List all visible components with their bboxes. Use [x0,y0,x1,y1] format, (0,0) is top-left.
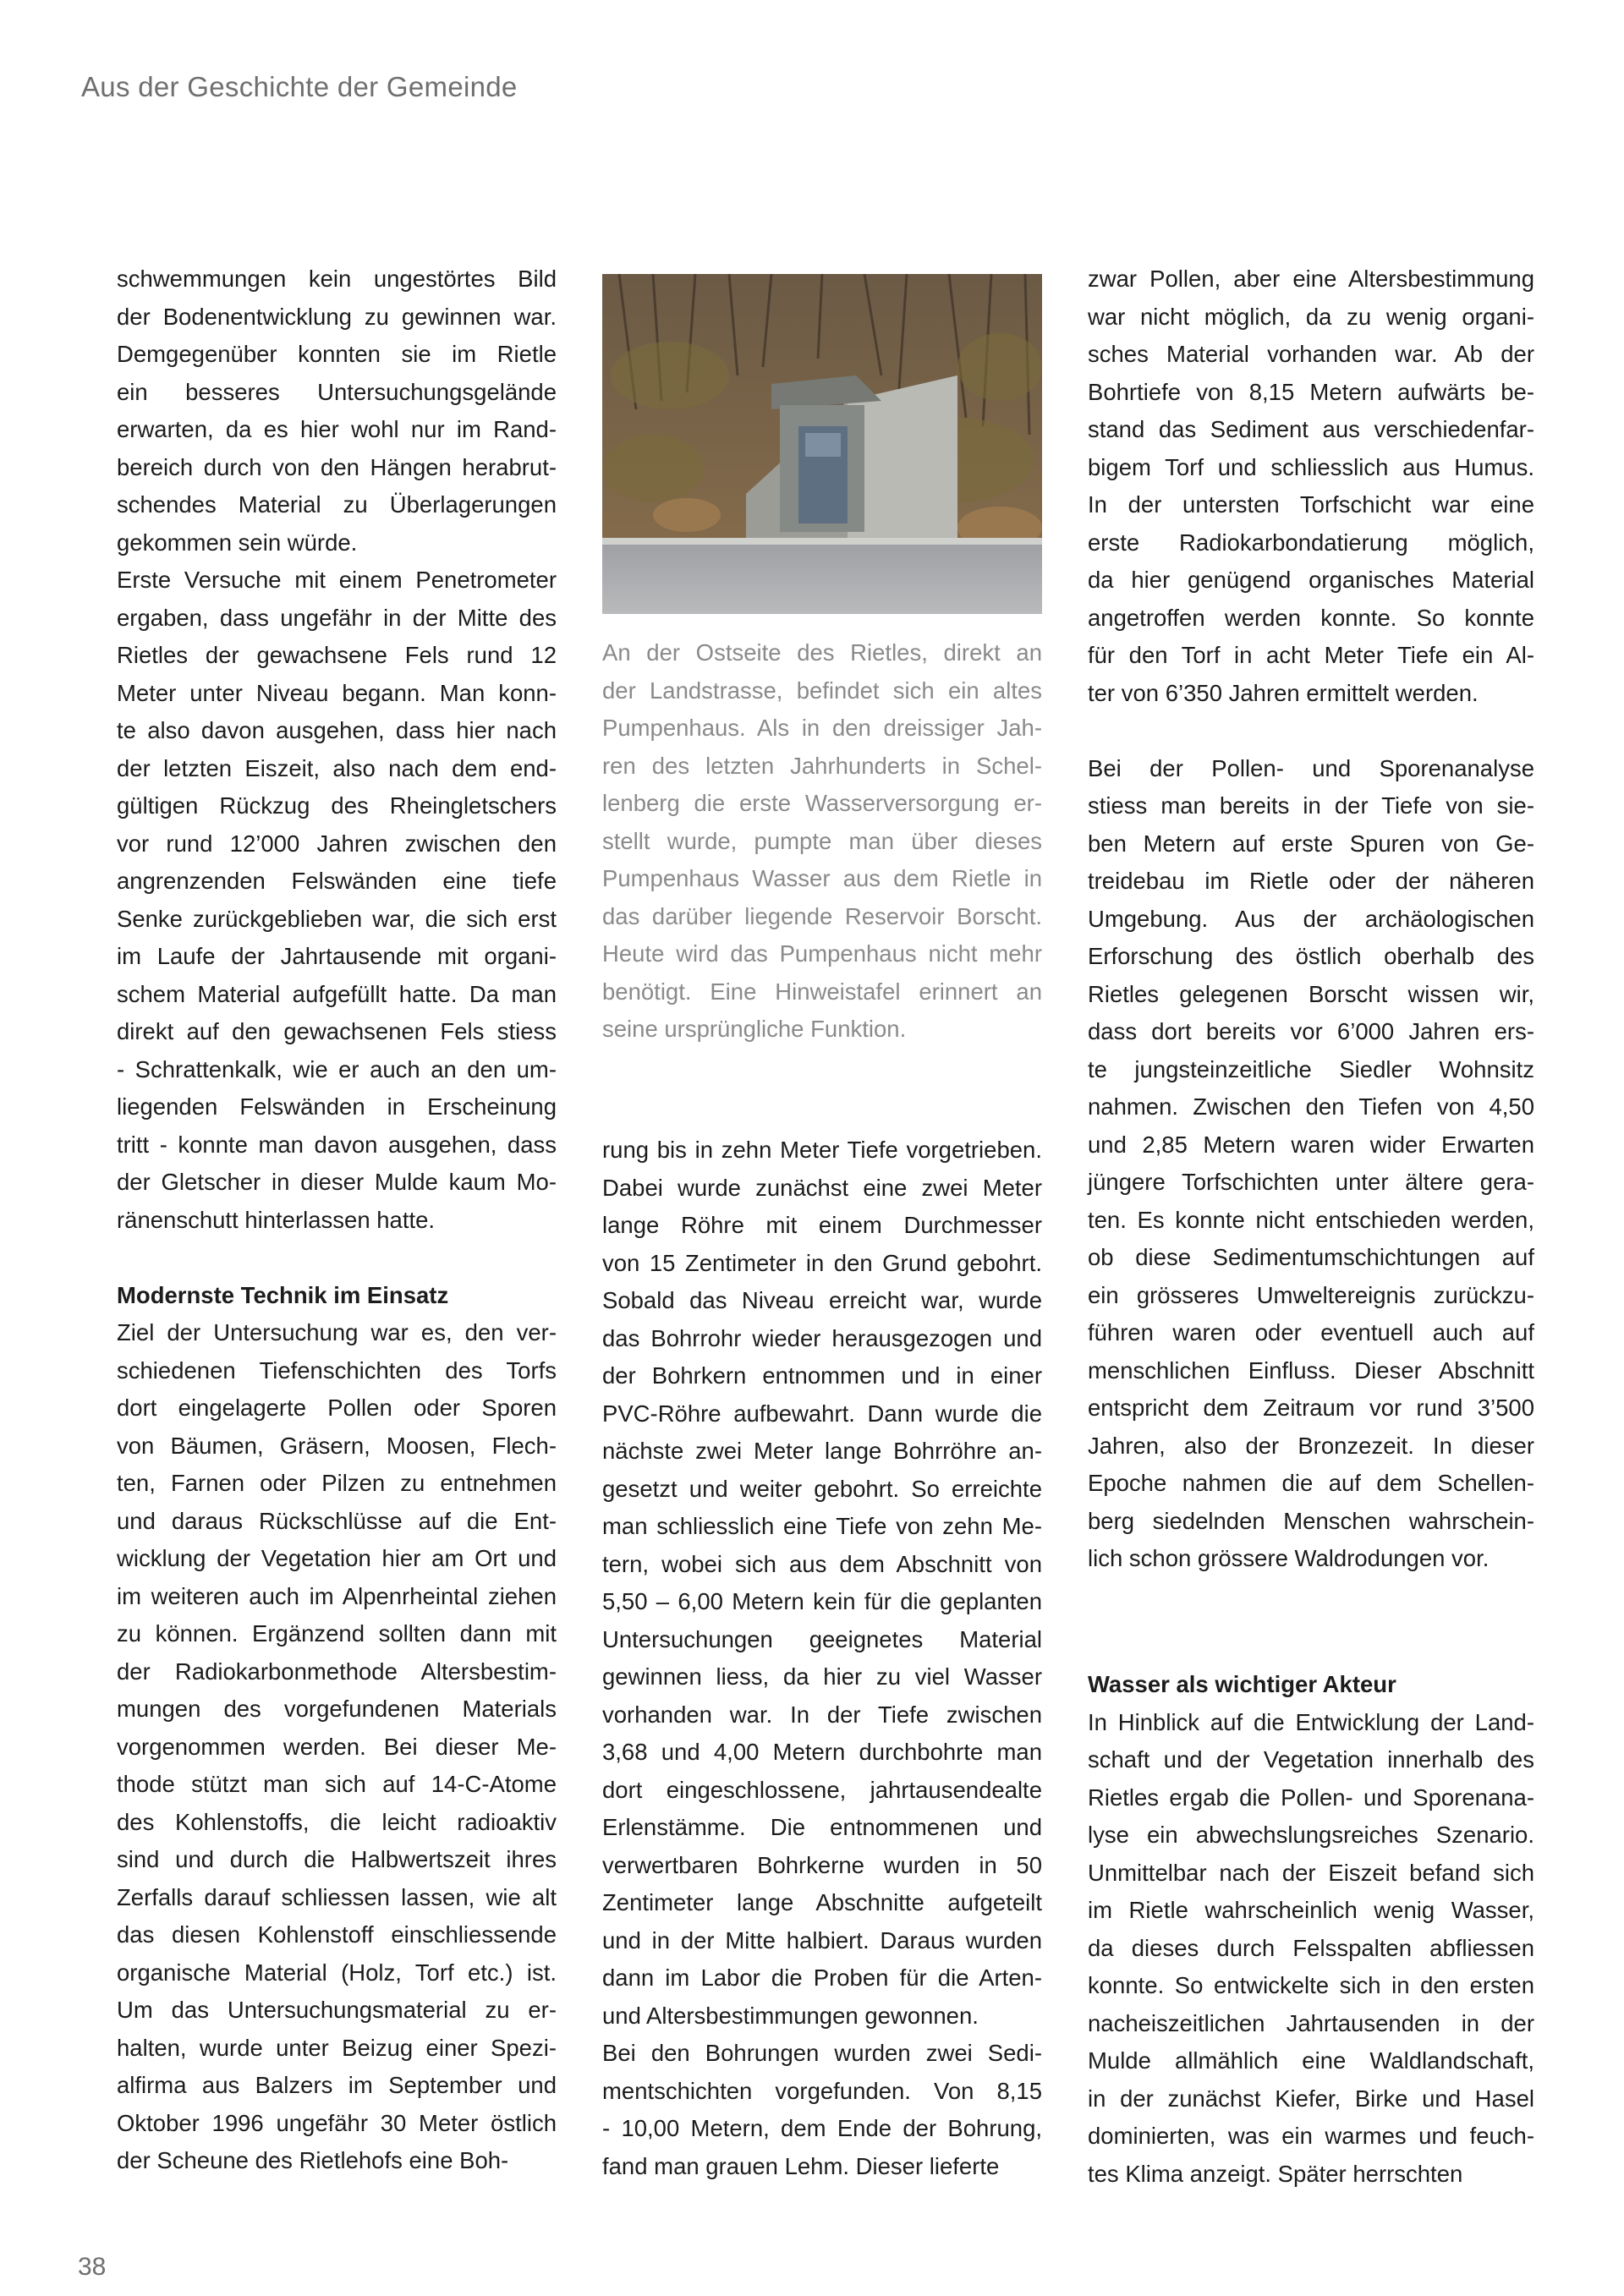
text-line: Jahren, also der Bronzezeit. In dieser [1088,1432,1534,1459]
text-line: angrenzenden Felswänden eine tiefe [117,868,557,894]
text-line: liegenden Felswänden in Erscheinung [117,1093,557,1120]
text-line: dort eingelagerte Pollen oder Sporen [117,1395,557,1421]
text-line: erste Radiokarbondatierung möglich, [1088,529,1534,556]
text-line: ob diese Sedimentumschichtungen auf [1088,1244,1534,1270]
text-line: lange Röhre mit einem Durchmesser [602,1212,1042,1238]
text-line: Epoche nahmen die auf dem Schellen- [1088,1470,1534,1496]
text-line: gewinnen liess, da hier zu viel Wasser [602,1663,1042,1690]
text-line: thode stützt man sich auf 14-C-Atome [117,1771,557,1797]
text-line: Ziel der Untersuchung war es, den ver- [117,1319,557,1345]
photo-caption [602,634,1042,1049]
text-line: 3,68 und 4,00 Metern durchbohrte man [602,1739,1042,1765]
text-line: sches Material vorhanden war. Ab der [1088,341,1534,367]
text-line: schem Material aufgefüllt hatte. Da man [117,980,557,1007]
text-line: nahmen. Zwischen den Tiefen von 4,50 [1088,1093,1534,1120]
text-line: dominierten, was ein warmes und feuch- [1088,2123,1534,2149]
text-line: Um das Untersuchungsmaterial zu er- [117,1997,557,2023]
text-line: Zentimeter lange Abschnitte aufgeteilt [602,1889,1042,1915]
paragraph-gap [1088,1578,1534,1629]
text-line: Demgegenüber konnten sie im Rietle [117,341,557,367]
text-line: Bohrtiefe von 8,15 Metern aufwärts be- [1088,378,1534,405]
paragraph [117,260,557,562]
text-line: vorgenommen werden. Bei dieser Me- [117,1733,557,1760]
text-line: seine ursprüngliche Funktion. [602,1016,907,1042]
text-line: das diesen Kohlenstoff einschliessende [117,1921,557,1948]
text-line: erwarten, da es hier wohl nur im Rand- [117,416,557,442]
text-line: konnte. So entwickelte sich in den ersten [1088,1972,1534,1998]
text-line: wicklung der Vegetation hier am Ort und [117,1545,557,1571]
text-line: Dabei wurde zunächst eine zwei Meter [602,1174,1042,1201]
text-line: im weiteren auch im Alpenrheintal ziehen [117,1582,557,1609]
text-line: der Bodenentwicklung zu gewinnen war. [117,303,557,330]
text-line: verwertbaren Bohrkerne wurden in 50 [602,1851,1042,1878]
section-heading: Modernste Technik im Einsatz [117,1281,449,1308]
text-line: der letzten Eiszeit, also nach dem end- [117,754,557,781]
text-line: treidebau im Rietle oder der näheren [1088,868,1534,894]
text-line: In der untersten Torfschicht war eine [1088,491,1534,518]
text-line: Zerfalls darauf schliessen lassen, wie alt [117,1883,557,1910]
text-line: ränenschutt hinterlassen hatte. [117,1206,436,1233]
text-line: Untersuchungen geeignetes Material [602,1625,1042,1652]
text-line: Meter unter Niveau begann. Man konn- [117,679,557,706]
text-line: das darüber liegende Reservoir Borscht. [602,902,1042,929]
text-line: ein besseres Untersuchungsgelände [117,378,557,405]
text-line: Bei der Pollen- und Sporenanalyse [1088,754,1534,781]
paragraph [117,562,557,1239]
text-line: Oktober 1996 ungefähr 30 Meter östlich [117,2109,557,2136]
paragraph-gap [1088,712,1534,750]
text-line: gültigen Rückzug des Rheingletschers [117,792,557,819]
pump-house-photo [602,274,1042,614]
text-line: schiedenen Tiefenschichten des Torfs [117,1356,557,1384]
text-line: und daraus Rückschlüsse auf die Ent- [117,1507,557,1534]
text-line: angetroffen werden konnte. So konnte [1088,604,1534,631]
text-line: dann im Labor die Proben für die Arten- [602,1964,1042,1991]
text-line: Erste Versuche mit einem Penetrometer [117,567,557,593]
text-line: direkt auf den gewachsenen Fels stiess [117,1018,557,1044]
text-line: An der Ostseite des Rietles, direkt an [602,639,1042,666]
section-heading: Wasser als wichtiger Akteur [1088,1671,1396,1697]
text-line: berg siedelnden Menschen wahrschein- [1088,1507,1534,1534]
text-line: ein grösseres Umweltereignis zurückzu- [1088,1281,1534,1308]
running-header: Aus der Geschichte der Gemeinde [81,71,518,102]
text-line: In Hinblick auf die Entwicklung der Land- [1088,1708,1534,1735]
text-line: Unmittelbar nach der Eiszeit befand sich [1088,1859,1534,1886]
text-line: von 15 Zentimeter in den Grund gebohrt. [602,1249,1042,1276]
paragraph [602,1132,1042,2035]
text-line: bigem Torf und schliesslich aus Humus. [1088,453,1534,480]
text-line: 5,50 – 6,00 Metern kein für die geplanten [602,1588,1042,1614]
text-line: - 10,00 Metern, dem Ende der Bohrung, [602,2115,1042,2141]
text-column-2 [602,1132,1042,2185]
text-line: nacheiszeitlichen Jahrtausenden in der [1088,2009,1534,2036]
text-line: von Bäumen, Gräsern, Moosen, Flech- [117,1432,557,1459]
text-line: bereich durch von den Hängen herabrut- [117,453,557,480]
paragraph-gap [117,1239,557,1277]
text-line: sind und durch die Halbwertszeit ihres [117,1846,557,1872]
text-line: Rietles gelegenen Borscht wissen wir, [1088,980,1534,1007]
text-line: dass dort bereits vor 6’000 Jahren ers- [1088,1018,1534,1044]
text-line: entspricht dem Zeitraum vor rund 3’500 [1088,1395,1534,1421]
text-column-3 [1088,260,1534,2193]
text-line: PVC-Röhre aufbewahrt. Dann wurde die [602,1400,1042,1427]
text-line: der Scheune des Rietlehofs eine Boh- [117,2147,509,2173]
text-line: stellt wurde, pumpte man über dieses [602,827,1042,854]
text-line: fand man grauen Lehm. Dieser lieferte [602,2152,1000,2179]
text-line: gesetzt und weiter gebohrt. So erreichte [602,1475,1042,1502]
text-line: - Schrattenkalk, wie er auch an den um- [117,1055,557,1082]
text-line: ter von 6’350 Jahren ermittelt werden. [1088,679,1479,706]
paragraph [1088,750,1534,1578]
text-line: führen waren oder eventuell auch auf [1088,1319,1534,1345]
text-line: ben Metern auf erste Spuren von Ge- [1088,830,1534,857]
text-line: der Landstrasse, befindet sich ein altes [602,677,1042,704]
text-line: ren des letzten Jahrhunderts in Schel- [602,752,1042,779]
text-line: und in der Mitte halbiert. Daraus wurden [602,1926,1042,1954]
text-line: da hier genügend organisches Material [1088,567,1534,593]
text-line: Rietles ergab die Pollen- und Sporenana- [1088,1784,1534,1811]
text-line: stiess man bereits in der Tiefe von sie- [1088,792,1534,819]
text-line: benötigt. Eine Hinweistafel erinnert an [602,978,1042,1005]
text-line: stand das Sediment aus verschiedenfar- [1088,416,1534,442]
text-line: schwemmungen kein ungestörtes Bild [117,266,557,292]
text-line: nächste zwei Meter lange Bohrröhre an- [602,1438,1042,1464]
text-line: dort eingeschlossene, jahrtausendealte [602,1776,1042,1803]
text-line: das Bohrrohr wieder herausgezogen und [602,1324,1042,1351]
text-line: im Rietle wahrscheinlich wenig Wasser, [1088,1897,1534,1923]
text-line: des Kohlenstoffs, die leicht radioaktiv [117,1808,557,1835]
text-line: Mulde allmählich eine Waldlandschaft, [1088,2047,1534,2074]
text-line: und Altersbestimmungen gewonnen. [602,2002,979,2029]
text-line: lich schon grössere Waldrodungen vor. [1088,1545,1490,1571]
text-line: mentschichten vorgefunden. Von 8,15 [602,2077,1042,2104]
text-line: der Bohrkern entnommen und in einer [602,1362,1042,1389]
text-line: tern, wobei sich aus dem Abschnitt von [602,1550,1042,1577]
text-line: man schliesslich eine Tiefe von zehn Me- [602,1513,1042,1539]
paragraph [1088,1704,1534,2194]
text-line: vorhanden war. In der Tiefe zwischen [602,1701,1042,1728]
text-column-1 [117,260,557,2180]
text-line: halten, wurde unter Beizug einer Spezi- [117,2034,557,2061]
text-line: tritt - konnte man davon ausgehen, dass [117,1131,557,1158]
text-line: mungen des vorgefundenen Materials [117,1696,557,1722]
text-line: zu können. Ergänzend sollten dann mit [117,1620,557,1647]
text-line: rung bis in zehn Meter Tiefe vorgetrieben. [602,1137,1042,1163]
text-line: vor rund 12’000 Jahren zwischen den [117,830,557,857]
text-line: gekommen sein würde. [117,529,358,556]
text-line: und 2,85 Metern waren wider Erwarten [1088,1131,1534,1158]
text-line: lenberg die erste Wasserversorgung er- [602,790,1042,816]
paragraph [117,1314,557,2180]
text-line: ergaben, dass ungefähr in der Mitte des [117,604,557,631]
text-line: in der zunächst Kiefer, Birke und Hasel [1088,2085,1534,2112]
text-line: Senke zurückgeblieben war, die sich erst [117,905,557,932]
text-line: organische Material (Holz, Torf etc.) ist. [117,1959,557,1986]
text-line: Bei den Bohrungen wurden zwei Sedi- [602,2040,1042,2066]
text-line: tes Klima anzeigt. Später herrschten [1088,2160,1463,2187]
text-line: schaft und der Vegetation innerhalb des [1088,1746,1534,1773]
text-line: menschlichen Einfluss. Dieser Abschnitt [1088,1356,1534,1384]
text-line: Pumpenhaus. Als in den dreissiger Jah- [602,715,1042,741]
text-line: te also davon ausgehen, dass hier nach [117,717,557,743]
text-line: ten, Farnen oder Pilzen zu entnehmen [117,1470,557,1496]
text-line: Erforschung des östlich oberhalb des [1088,943,1534,969]
text-line: Sobald das Niveau erreicht war, wurde [602,1287,1042,1313]
text-line: ten. Es konnte nicht entschieden werden, [1088,1206,1534,1233]
text-line: te jungsteinzeitliche Siedler Wohnsitz [1088,1055,1534,1082]
paragraph [602,2035,1042,2185]
text-line: war nicht möglich, da zu wenig organi- [1088,303,1534,330]
text-line: der Gletscher in dieser Mulde kaum Mo- [117,1169,557,1195]
text-line: für den Torf in acht Meter Tiefe ein Al- [1088,642,1534,668]
paragraph-gap [1088,1629,1534,1667]
text-line: im Laufe der Jahrtausende mit organi- [117,943,557,969]
text-line: Umgebung. Aus der archäologischen [1088,905,1534,932]
text-line: jüngere Torfschichten unter ältere gera- [1088,1169,1534,1195]
text-line: Heute wird das Pumpenhaus nicht mehr [602,940,1042,967]
text-line: schendes Material zu Überlagerungen [117,491,557,518]
text-line: der Radiokarbonmethode Altersbestim- [117,1658,557,1685]
text-line: lyse ein abwechslungsreiches Szenario. [1088,1822,1534,1848]
text-line: Erlenstämme. Die entnommenen und [602,1814,1042,1840]
text-line: da dieses durch Felsspalten abfliessen [1088,1934,1534,1961]
page-number: 38 [78,2253,107,2281]
text-line: alfirma aus Balzers im September und [117,2072,557,2098]
text-line: Pumpenhaus Wasser aus dem Rietle in [602,865,1042,891]
paragraph [1088,260,1534,712]
text-line: zwar Pollen, aber eine Altersbestimmung [1088,266,1534,292]
text-line: Rietles der gewachsene Fels rund 12 [117,642,557,668]
